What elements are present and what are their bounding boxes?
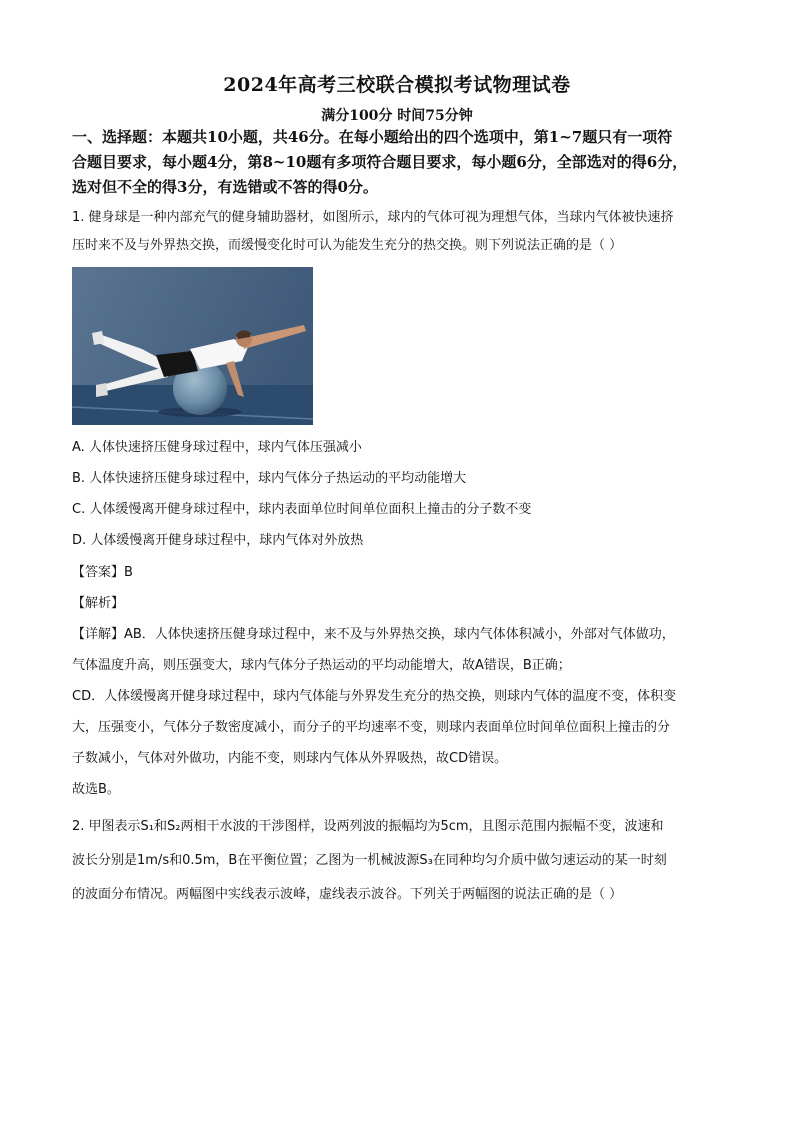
option-b: B. 人体快速挤压健身球过程中，球内气体分子热运动的平均动能增大 — [72, 471, 467, 486]
page-subtitle: 满分100分 时间75分钟 — [321, 108, 473, 124]
analysis-label: 【解析】 — [72, 596, 125, 611]
detail-line: 【详解】AB．人体快速挤压健身球过程中，来不及与外界热交换，球内气体体积减小，外部对气体做功， — [72, 627, 675, 642]
question-1-stem — [72, 204, 724, 260]
option-d: D. 人体缓慢离开健身球过程中，球内气体对外放热 — [72, 533, 364, 548]
fitness-ball-photo — [72, 267, 313, 425]
answer-line — [72, 557, 724, 588]
detail-line: 大，压强变小，气体分子数密度减小，而分子的平均速率不变，则球内表面单位时间单位面积上撞击的分 — [72, 720, 671, 735]
question-1-detail — [72, 619, 724, 805]
stem-line: 波长分别是1m/s和0.5m，B在平衡位置；乙图为一机械波源S₃在同种均匀介质中做匀速运动的某一时刻 — [72, 853, 667, 868]
stem-line: 的波面分布情况。两幅图中实线表示波峰，虚线表示波谷。下列关于两幅图的说法正确的是（ ） — [72, 887, 623, 902]
question-2-stem — [72, 810, 724, 912]
stem-line: 2. 甲图表示S₁和S₂两相干水波的干涉图样，设两列波的振幅均为5cm，且图示范围内振幅不变，波速和 — [72, 819, 664, 834]
section-line: 选对但不全的得3分，有选错或不答的得0分。 — [72, 178, 378, 196]
detail-line: CD．人体缓慢离开健身球过程中，球内气体能与外界发生充分的热交换，则球内气体的温度不变，体积变 — [72, 689, 677, 704]
question-1-options — [72, 432, 724, 556]
detail-line: 气体温度升高，则压强变大，球内气体分子热运动的平均动能增大，故A错误，B正确； — [72, 658, 571, 673]
section-line: 合题目要求，每小题4分，第8~10题有多项符合题目要求，每小题6分，全部选对的得6分， — [72, 153, 688, 171]
detail-line: 子数减小，气体对外做功，内能不变，则球内气体从外界吸热，故CD错误。 — [72, 751, 508, 766]
stem-line: 1. 健身球是一种内部充气的健身辅助器材，如图所示，球内的气体可视为理想气体，当球内气体被快速挤 — [72, 210, 674, 225]
stem-line: 压时来不及与外界热交换，而缓慢变化时可认为能发生充分的热交换。则下列说法正确的是（ ） — [72, 238, 623, 253]
answer-label: 【答案】 — [72, 565, 125, 580]
detail-line: 故选B。 — [72, 782, 120, 797]
option-c: C. 人体缓慢离开健身球过程中，球内表面单位时间单位面积上撞击的分子数不变 — [72, 502, 532, 517]
section-instructions — [72, 125, 724, 200]
question-1-answer — [72, 557, 724, 619]
section-line: 一、选择题：本题共10小题，共46分。在每小题给出的四个选项中，第1~7题只有一项符 — [72, 128, 673, 146]
fitness-ball-image — [72, 267, 313, 425]
option-a: A. 人体快速挤压健身球过程中，球内气体压强减小 — [72, 440, 362, 455]
answer-value: B — [124, 565, 133, 580]
page-title: 2024年高考三校联合模拟考试物理试卷 — [223, 74, 571, 96]
